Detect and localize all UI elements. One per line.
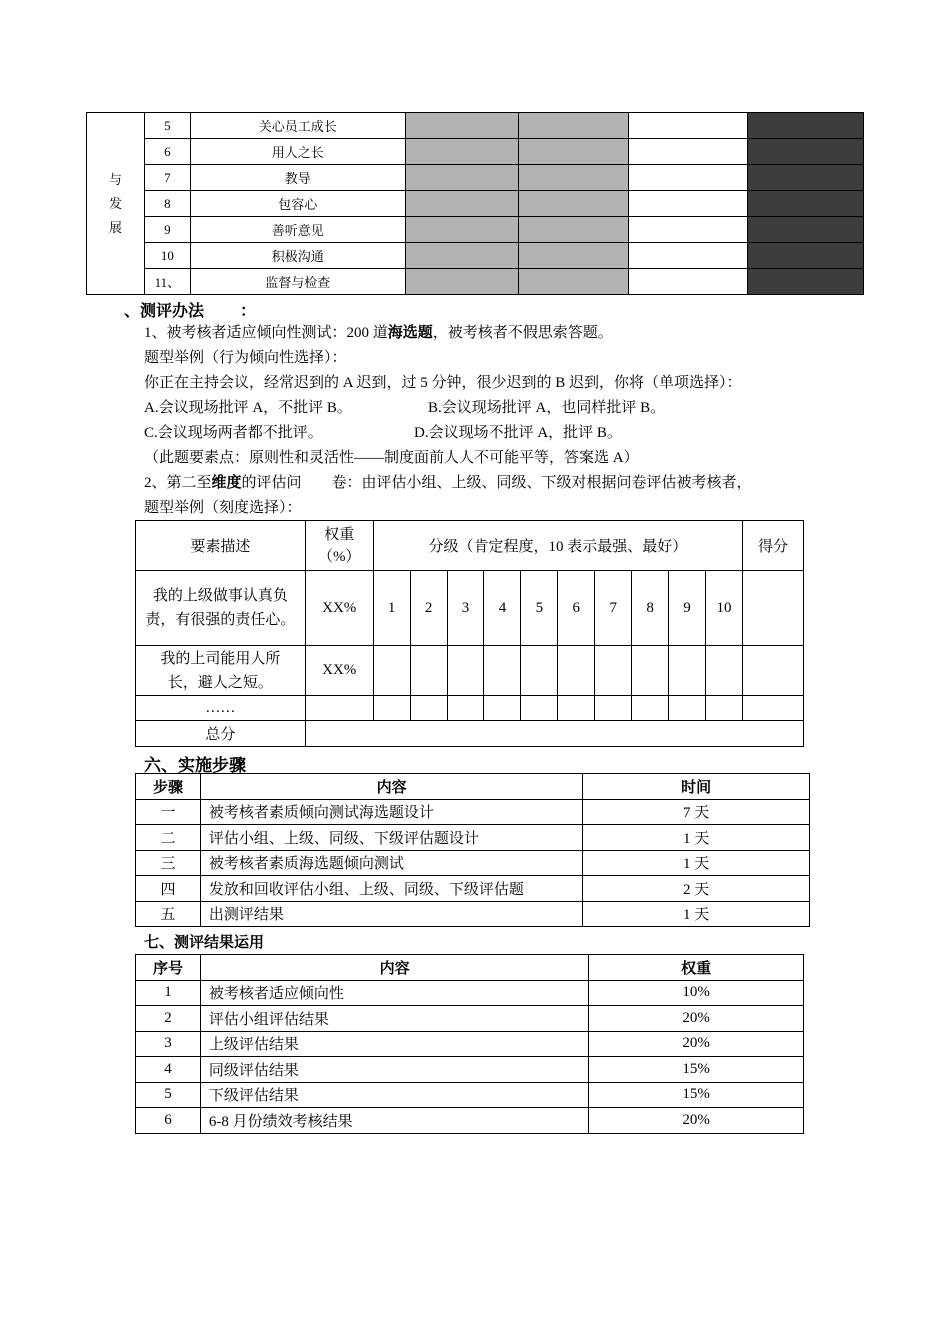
level-cell	[410, 646, 447, 696]
level-cell: 10	[706, 571, 743, 646]
result-weight: 20%	[589, 1006, 804, 1032]
row-item: 善听意见	[190, 217, 405, 243]
header-weight: 权重（%）	[305, 521, 373, 571]
row-item: 关心员工成长	[190, 113, 405, 139]
option-a: A.会议现场批评 A，不批评 B。	[144, 400, 352, 416]
result-weight: 20%	[589, 1108, 804, 1134]
level-cell	[484, 696, 521, 721]
header-step: 步骤	[136, 774, 201, 800]
side-label-char: 发	[108, 195, 122, 211]
table-row	[136, 721, 804, 747]
side-label-char: 展	[108, 219, 122, 235]
result-no: 5	[136, 1082, 201, 1108]
row-item: 监督与检查	[190, 269, 405, 295]
result-content: 6-8 月份绩效考核结果	[200, 1108, 588, 1134]
table-row	[136, 646, 804, 696]
heading-text: 测评办法	[140, 303, 205, 320]
step-content: 被考核者素质倾向测试海选题设计	[200, 799, 582, 825]
text: ，被考核者不假思索答题。	[432, 325, 613, 341]
result-no: 6	[136, 1108, 201, 1134]
step-content: 被考核者素质海选题倾向测试	[200, 850, 582, 876]
level-cell: 5	[521, 571, 558, 646]
dark-cell	[748, 217, 864, 243]
header-content: 内容	[200, 955, 588, 981]
step-time: 7 天	[583, 799, 810, 825]
table-row	[87, 269, 864, 295]
blank-cell	[629, 217, 748, 243]
result-content: 被考核者适应倾向性	[200, 980, 588, 1006]
header-desc: 要素描述	[136, 521, 306, 571]
table-row	[87, 139, 864, 165]
paragraph	[144, 473, 752, 493]
option-b: B.会议现场批评 A，也同样批评 B。	[428, 400, 666, 416]
table-row	[136, 901, 810, 927]
heading-colon: ：	[240, 303, 257, 320]
table-row	[136, 980, 804, 1006]
dark-cell	[748, 139, 864, 165]
row-number: 7	[144, 165, 190, 191]
header-weight: 权重	[589, 955, 804, 981]
level-cell	[706, 646, 743, 696]
competency-table	[86, 112, 864, 295]
result-weight: 15%	[589, 1082, 804, 1108]
paragraph: 题型举例（刻度选择）：	[144, 500, 302, 516]
level-cell	[521, 646, 558, 696]
table-row	[136, 1031, 804, 1057]
row-number: 5	[144, 113, 190, 139]
table-row	[136, 1057, 804, 1083]
dark-cell	[748, 269, 864, 295]
table-row	[87, 243, 864, 269]
shaded-cell	[405, 269, 519, 295]
table-row	[87, 113, 864, 139]
step-no: 一	[136, 799, 201, 825]
result-weight: 15%	[589, 1057, 804, 1083]
paragraph: 你正在主持会议，经常迟到的 A 迟到，过 5 分钟，很少迟到的 B 迟到，你将（单项选择）：	[144, 375, 742, 391]
row-desc: 我的上司能用人所长，避人之短。	[136, 646, 306, 696]
scale-table	[135, 520, 804, 747]
step-time: 2 天	[583, 876, 810, 902]
shaded-cell	[405, 139, 519, 165]
answer-note: （此题要素点：原则性和灵活性——制度面前人人不可能平等，答案选 A）	[144, 450, 639, 466]
level-cell	[595, 696, 632, 721]
text: 1、被考核者适应倾向性测试：200 道	[144, 325, 388, 341]
level-cell	[558, 696, 595, 721]
step-content: 出测评结果	[200, 901, 582, 927]
level-cell	[484, 646, 521, 696]
result-content: 上级评估结果	[200, 1031, 588, 1057]
result-no: 2	[136, 1006, 201, 1032]
dark-cell	[748, 113, 864, 139]
score-cell	[742, 646, 803, 696]
row-number: 6	[144, 139, 190, 165]
table-row	[136, 1006, 804, 1032]
text: 卷：由评估小组、上级、同级、下级对根据问卷评估被考核者，	[331, 475, 752, 491]
shaded-cell	[519, 269, 629, 295]
level-cell	[410, 696, 447, 721]
row-item: 教导	[190, 165, 405, 191]
level-cell	[706, 696, 743, 721]
header-no: 序号	[136, 955, 201, 981]
dark-cell	[748, 243, 864, 269]
level-cell: 1	[373, 571, 410, 646]
paragraph: 题型举例（行为倾向性选择）：	[144, 350, 347, 366]
row-item: 积极沟通	[190, 243, 405, 269]
step-content: 发放和回收评估小组、上级、同级、下级评估题	[200, 876, 582, 902]
result-no: 3	[136, 1031, 201, 1057]
result-content: 同级评估结果	[200, 1057, 588, 1083]
score-cell	[742, 571, 803, 646]
total-value	[305, 721, 803, 747]
score-cell	[742, 696, 803, 721]
table-row	[136, 876, 810, 902]
step-no: 五	[136, 901, 201, 927]
table-row	[136, 696, 804, 721]
level-cell	[632, 696, 669, 721]
blank-cell	[629, 165, 748, 191]
blank-cell	[629, 191, 748, 217]
dark-cell	[748, 165, 864, 191]
option-d: D.会议现场不批评 A，批评 B。	[414, 425, 622, 441]
result-content: 下级评估结果	[200, 1082, 588, 1108]
step-no: 二	[136, 825, 201, 851]
shaded-cell	[405, 113, 519, 139]
step-time: 1 天	[583, 850, 810, 876]
level-cell: 7	[595, 571, 632, 646]
row-number: 10	[144, 243, 190, 269]
result-no: 1	[136, 980, 201, 1006]
shaded-cell	[519, 113, 629, 139]
table-row	[87, 217, 864, 243]
table-row	[136, 850, 810, 876]
level-cell	[595, 646, 632, 696]
level-cell: 4	[484, 571, 521, 646]
text: 的评估问	[241, 475, 302, 491]
row-number: 8	[144, 191, 190, 217]
row-number: 9	[144, 217, 190, 243]
table-row	[136, 799, 810, 825]
level-cell: 2	[410, 571, 447, 646]
level-cell	[669, 696, 706, 721]
header-score: 得分	[742, 521, 803, 571]
header-level: 分级（肯定程度，10 表示最强、最好）	[373, 521, 742, 571]
shaded-cell	[405, 165, 519, 191]
shaded-cell	[519, 243, 629, 269]
level-cell: 6	[558, 571, 595, 646]
table-row	[87, 191, 864, 217]
result-weight: 10%	[589, 980, 804, 1006]
row-desc: ……	[136, 696, 306, 721]
option-c: C.会议现场两者都不批评。	[144, 425, 323, 441]
step-time: 1 天	[583, 825, 810, 851]
row-weight: XX%	[305, 646, 373, 696]
result-no: 4	[136, 1057, 201, 1083]
level-cell: 8	[632, 571, 669, 646]
steps-table	[135, 773, 810, 927]
shaded-cell	[405, 217, 519, 243]
blank-cell	[629, 243, 748, 269]
step-no: 三	[136, 850, 201, 876]
shaded-cell	[519, 139, 629, 165]
blank-cell	[629, 113, 748, 139]
text-bold: 海选题	[387, 325, 433, 341]
level-cell	[632, 646, 669, 696]
row-desc: 我的上级做事认真负责，有很强的责任心。	[136, 571, 306, 646]
side-label-char: 与	[108, 171, 122, 187]
level-cell: 3	[447, 571, 484, 646]
row-item: 用人之长	[190, 139, 405, 165]
level-cell	[521, 696, 558, 721]
result-content: 评估小组评估结果	[200, 1006, 588, 1032]
level-cell	[669, 646, 706, 696]
blank-cell	[629, 269, 748, 295]
step-time: 1 天	[583, 901, 810, 927]
table-row	[136, 571, 804, 646]
total-label: 总分	[136, 721, 306, 747]
side-label	[87, 113, 145, 295]
table-header	[136, 955, 804, 981]
heading-prefix: 、	[124, 303, 141, 320]
table-header	[136, 521, 804, 571]
blank-cell	[629, 139, 748, 165]
text-bold: 维度	[211, 475, 242, 491]
step-no: 四	[136, 876, 201, 902]
table-row	[87, 165, 864, 191]
shaded-cell	[519, 191, 629, 217]
results-table	[135, 954, 804, 1134]
shaded-cell	[405, 243, 519, 269]
step-content: 评估小组、上级、同级、下级评估题设计	[200, 825, 582, 851]
section-heading-steps: 六、实施步骤	[144, 756, 246, 775]
table-row	[136, 1082, 804, 1108]
row-weight	[305, 696, 373, 721]
level-cell: 9	[669, 571, 706, 646]
dark-cell	[748, 191, 864, 217]
text: 2、第二至	[144, 475, 212, 491]
table-header	[136, 774, 810, 800]
level-cell	[447, 646, 484, 696]
shaded-cell	[519, 165, 629, 191]
table-row	[136, 825, 810, 851]
result-weight: 20%	[589, 1031, 804, 1057]
section-heading-results: 七、测评结果运用	[144, 935, 265, 951]
level-cell	[447, 696, 484, 721]
paragraph	[144, 323, 613, 343]
row-number: 11、	[144, 269, 190, 295]
row-item: 包容心	[190, 191, 405, 217]
level-cell	[373, 646, 410, 696]
shaded-cell	[405, 191, 519, 217]
header-time: 时间	[583, 774, 810, 800]
table-row	[136, 1108, 804, 1134]
level-cell	[558, 646, 595, 696]
section-heading-method	[124, 298, 256, 321]
level-cell	[373, 696, 410, 721]
shaded-cell	[519, 217, 629, 243]
header-content: 内容	[200, 774, 582, 800]
row-weight: XX%	[305, 571, 373, 646]
